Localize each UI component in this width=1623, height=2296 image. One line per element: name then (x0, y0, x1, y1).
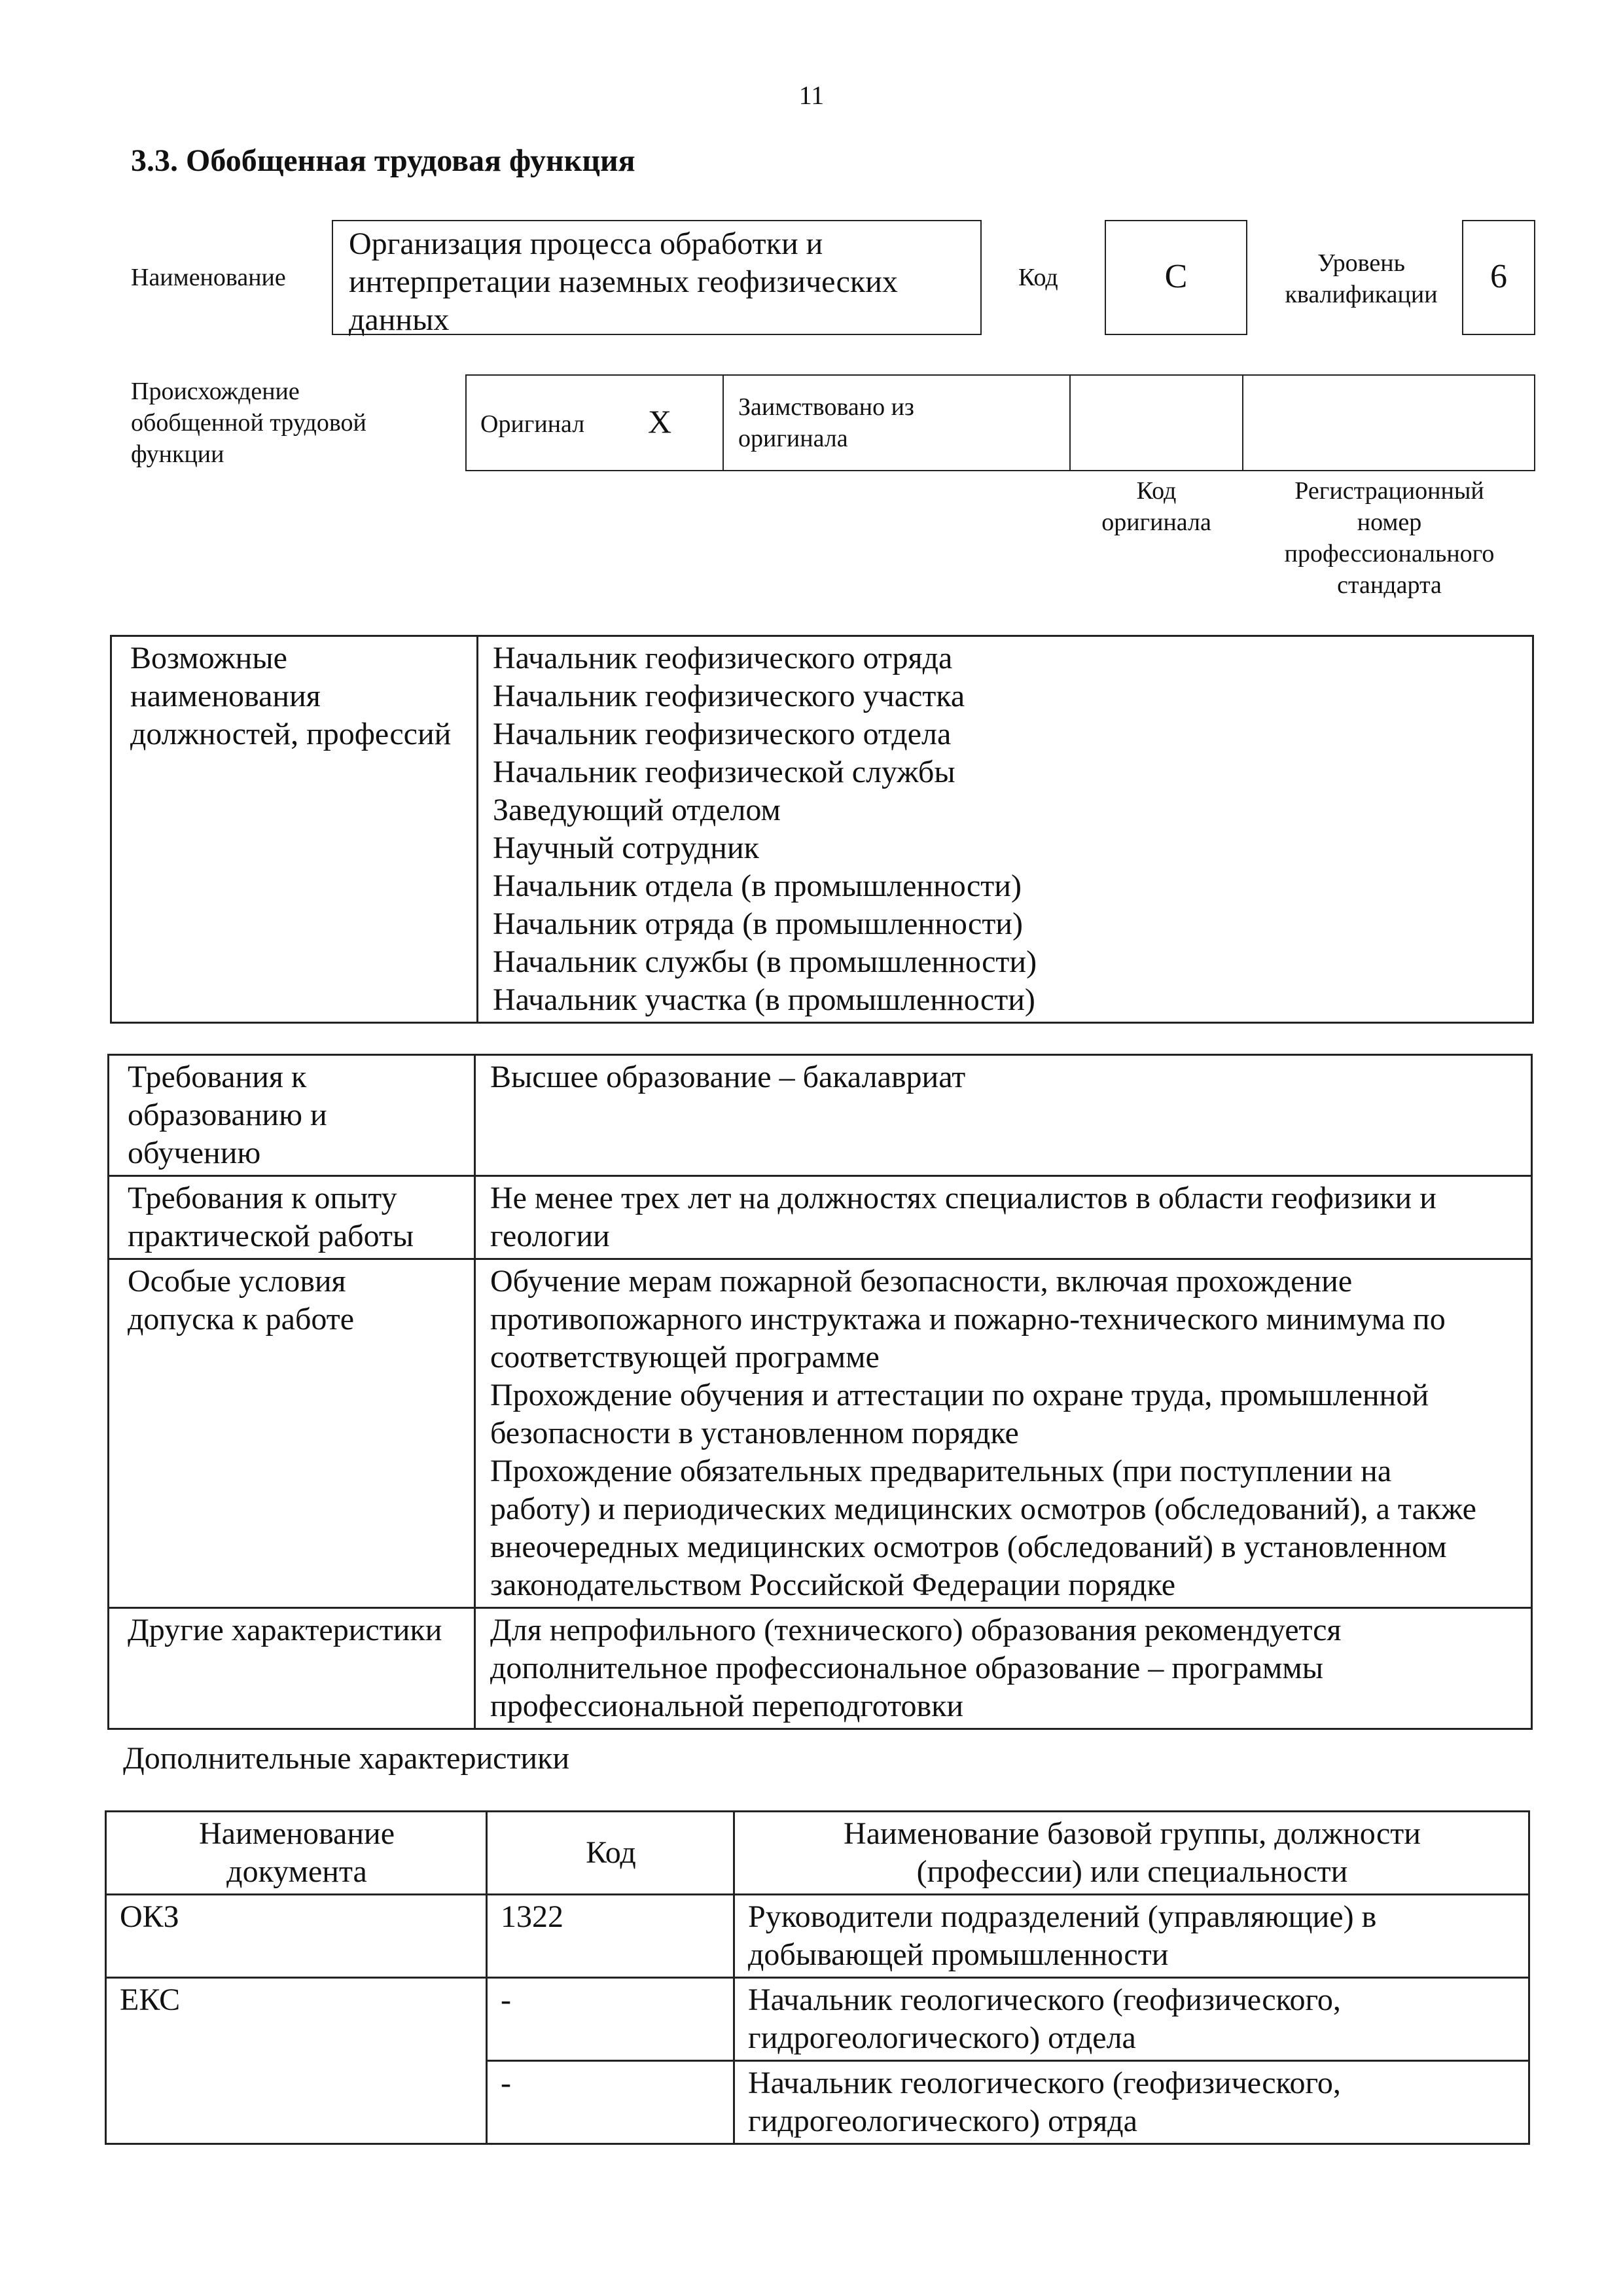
positions-label-line-1: Возможные (130, 641, 287, 675)
position-item: Начальник геофизического участка (493, 679, 965, 713)
original-label: Оригинал (480, 410, 585, 438)
row-code: - (487, 2061, 734, 2144)
origin-divider-2 (1069, 374, 1071, 471)
header-name-line: Наименование базовой группы, должности (844, 1816, 1421, 1851)
requirement-row-special-conditions (109, 1259, 1532, 1608)
reg-caption-line-3: профессионального (1284, 540, 1495, 567)
row-name (734, 1895, 1529, 1978)
requirement-label-line: Требования к опыту (128, 1181, 397, 1215)
origin-divider-1 (722, 374, 724, 471)
requirement-label-line: образованию и (128, 1098, 327, 1132)
positions-table (110, 635, 1534, 1024)
level-box (1462, 220, 1535, 335)
requirement-value (475, 1608, 1532, 1729)
origin-box (465, 374, 1535, 471)
name-line-2: интерпретации наземных геофизических (349, 264, 898, 299)
position-item: Начальник геофизической службы (493, 755, 955, 789)
requirement-label (109, 1055, 475, 1176)
name-line-3: данных (349, 302, 450, 337)
requirement-value-line: работу) и периодических медицинских осмотров (обследований), а также (490, 1492, 1476, 1526)
requirement-value-line: безопасности в установленном порядке (490, 1416, 1019, 1450)
original-mark: Х (648, 403, 672, 440)
requirement-label-line: Особые условия (128, 1264, 346, 1299)
origin-label-line-1: Происхождение (131, 378, 300, 405)
position-item: Начальник геофизического отдела (493, 717, 952, 751)
row-name-line: Начальник геологического (геофизического, (748, 1982, 1341, 2017)
requirement-value-line: Прохождение обучения и аттестации по охране труда, промышленной (490, 1378, 1429, 1412)
level-label (1253, 247, 1469, 310)
requirement-value-line: Не менее трех лет на должностях специалистов в области геофизики и (490, 1181, 1436, 1215)
additional-title: Дополнительные характеристики (123, 1741, 570, 1776)
requirement-value-line: законодательством Российской Федерации порядке (490, 1568, 1175, 1602)
requirement-label (109, 1259, 475, 1608)
position-item: Начальник отдела (в промышленности) (493, 869, 1022, 903)
reg-caption (1243, 475, 1535, 601)
requirement-value-line: Обучение мерам пожарной безопасности, включая прохождение (490, 1264, 1353, 1299)
header-doc-line: Наименование (198, 1816, 395, 1851)
origin-label-line-3: функции (131, 440, 224, 468)
requirement-value-line: Прохождение обязательных предварительных (при поступлении на (490, 1454, 1392, 1488)
name-label: Наименование (131, 264, 286, 291)
requirement-value-line: профессиональной переподготовки (490, 1689, 964, 1723)
origin-label (131, 376, 366, 470)
requirement-label (109, 1176, 475, 1259)
header-code (487, 1812, 734, 1895)
positions-label-line-2: наименования (130, 679, 321, 713)
positions-label (111, 636, 478, 1023)
origin-divider-3 (1242, 374, 1243, 471)
requirement-row-education (109, 1055, 1532, 1176)
positions-row (111, 636, 1533, 1023)
code-label: Код (1018, 264, 1058, 291)
row-name-line: гидрогеологического) отдела (748, 2020, 1136, 2055)
header-name-line: (профессии) или специальности (916, 1854, 1348, 1889)
positions-label-line-3: должностей, профессий (130, 717, 452, 751)
header-name (734, 1812, 1529, 1895)
code-caption (1071, 475, 1242, 538)
requirement-value-line: Высшее образование – бакалавриат (490, 1060, 966, 1094)
position-item: Научный сотрудник (493, 831, 759, 865)
requirement-label (109, 1608, 475, 1729)
code-value: С (1164, 258, 1188, 295)
requirement-value (475, 1176, 1532, 1259)
table-row (106, 1978, 1529, 2061)
row-name-line: Начальник геологического (геофизического, (748, 2066, 1341, 2100)
position-item: Начальник отряда (в промышленности) (493, 906, 1023, 941)
header-doc (106, 1812, 487, 1895)
origin-label-line-2: обобщенной трудовой (131, 409, 366, 437)
requirement-value-line: геологии (490, 1219, 610, 1253)
additional-table (105, 1810, 1530, 2145)
requirement-value (475, 1055, 1532, 1176)
level-value: 6 (1490, 258, 1507, 295)
row-name (734, 2061, 1529, 2144)
position-item: Заведующий отделом (493, 793, 781, 827)
code-caption-line-2: оригинала (1101, 509, 1211, 536)
requirement-value-line: дополнительное профессиональное образование – программы (490, 1651, 1324, 1685)
header-code-text: Код (586, 1835, 636, 1870)
row-name-line: добывающей промышленности (748, 1937, 1169, 1972)
requirement-value-line: соответствующей программе (490, 1340, 880, 1374)
row-name (734, 1978, 1529, 2061)
table-row (106, 1895, 1529, 1978)
page-number: 11 (798, 81, 825, 110)
requirement-value-line: противопожарного инструктажа и пожарно-технического минимума по (490, 1302, 1446, 1336)
reg-caption-line-2: номер (1357, 509, 1422, 536)
borrowed-label (738, 391, 914, 454)
reg-caption-line-1: Регистрационный (1294, 477, 1484, 505)
borrowed-label-line-2: оригинала (738, 425, 848, 452)
row-doc: ОКЗ (106, 1895, 487, 1978)
additional-header-row (106, 1812, 1529, 1895)
requirement-label-line: практической работы (128, 1219, 414, 1253)
code-caption-line-1: Код (1136, 477, 1177, 505)
level-label-line-2: квалификации (1285, 281, 1438, 308)
requirement-label-line: допуска к работе (128, 1302, 355, 1336)
requirements-table (107, 1054, 1533, 1730)
header-doc-line: документа (226, 1854, 367, 1889)
code-box (1105, 220, 1247, 335)
requirement-label-line: обучению (128, 1136, 261, 1170)
section-title: 3.3. Обобщенная трудовая функция (131, 143, 635, 178)
row-name-line: Руководители подразделений (управляющие) в (748, 1899, 1377, 1934)
requirement-label-line: Требования к (128, 1060, 307, 1094)
row-doc: ЕКС (106, 1978, 487, 2144)
borrowed-label-line-1: Заимствовано из (738, 393, 914, 421)
position-item: Начальник службы (в промышленности) (493, 944, 1037, 979)
positions-list (478, 636, 1533, 1023)
requirement-value-line: Для непрофильного (технического) образования рекомендуется (490, 1613, 1342, 1647)
name-line-1: Организация процесса обработки и (349, 226, 823, 261)
requirement-value (475, 1259, 1532, 1608)
position-item: Начальник участка (в промышленности) (493, 982, 1035, 1017)
requirement-row-other (109, 1608, 1532, 1729)
level-label-line-1: Уровень (1317, 249, 1405, 277)
position-item: Начальник геофизического отряда (493, 641, 953, 675)
requirement-row-experience (109, 1176, 1532, 1259)
requirement-label-line: Другие характеристики (128, 1613, 442, 1647)
name-box (332, 220, 982, 335)
row-name-line: гидрогеологического) отряда (748, 2104, 1137, 2138)
row-code: - (487, 1978, 734, 2061)
row-code: 1322 (487, 1895, 734, 1978)
reg-caption-line-4: стандарта (1337, 571, 1442, 599)
requirement-value-line: внеочередных медицинских осмотров (обследований) в установленном (490, 1530, 1447, 1564)
